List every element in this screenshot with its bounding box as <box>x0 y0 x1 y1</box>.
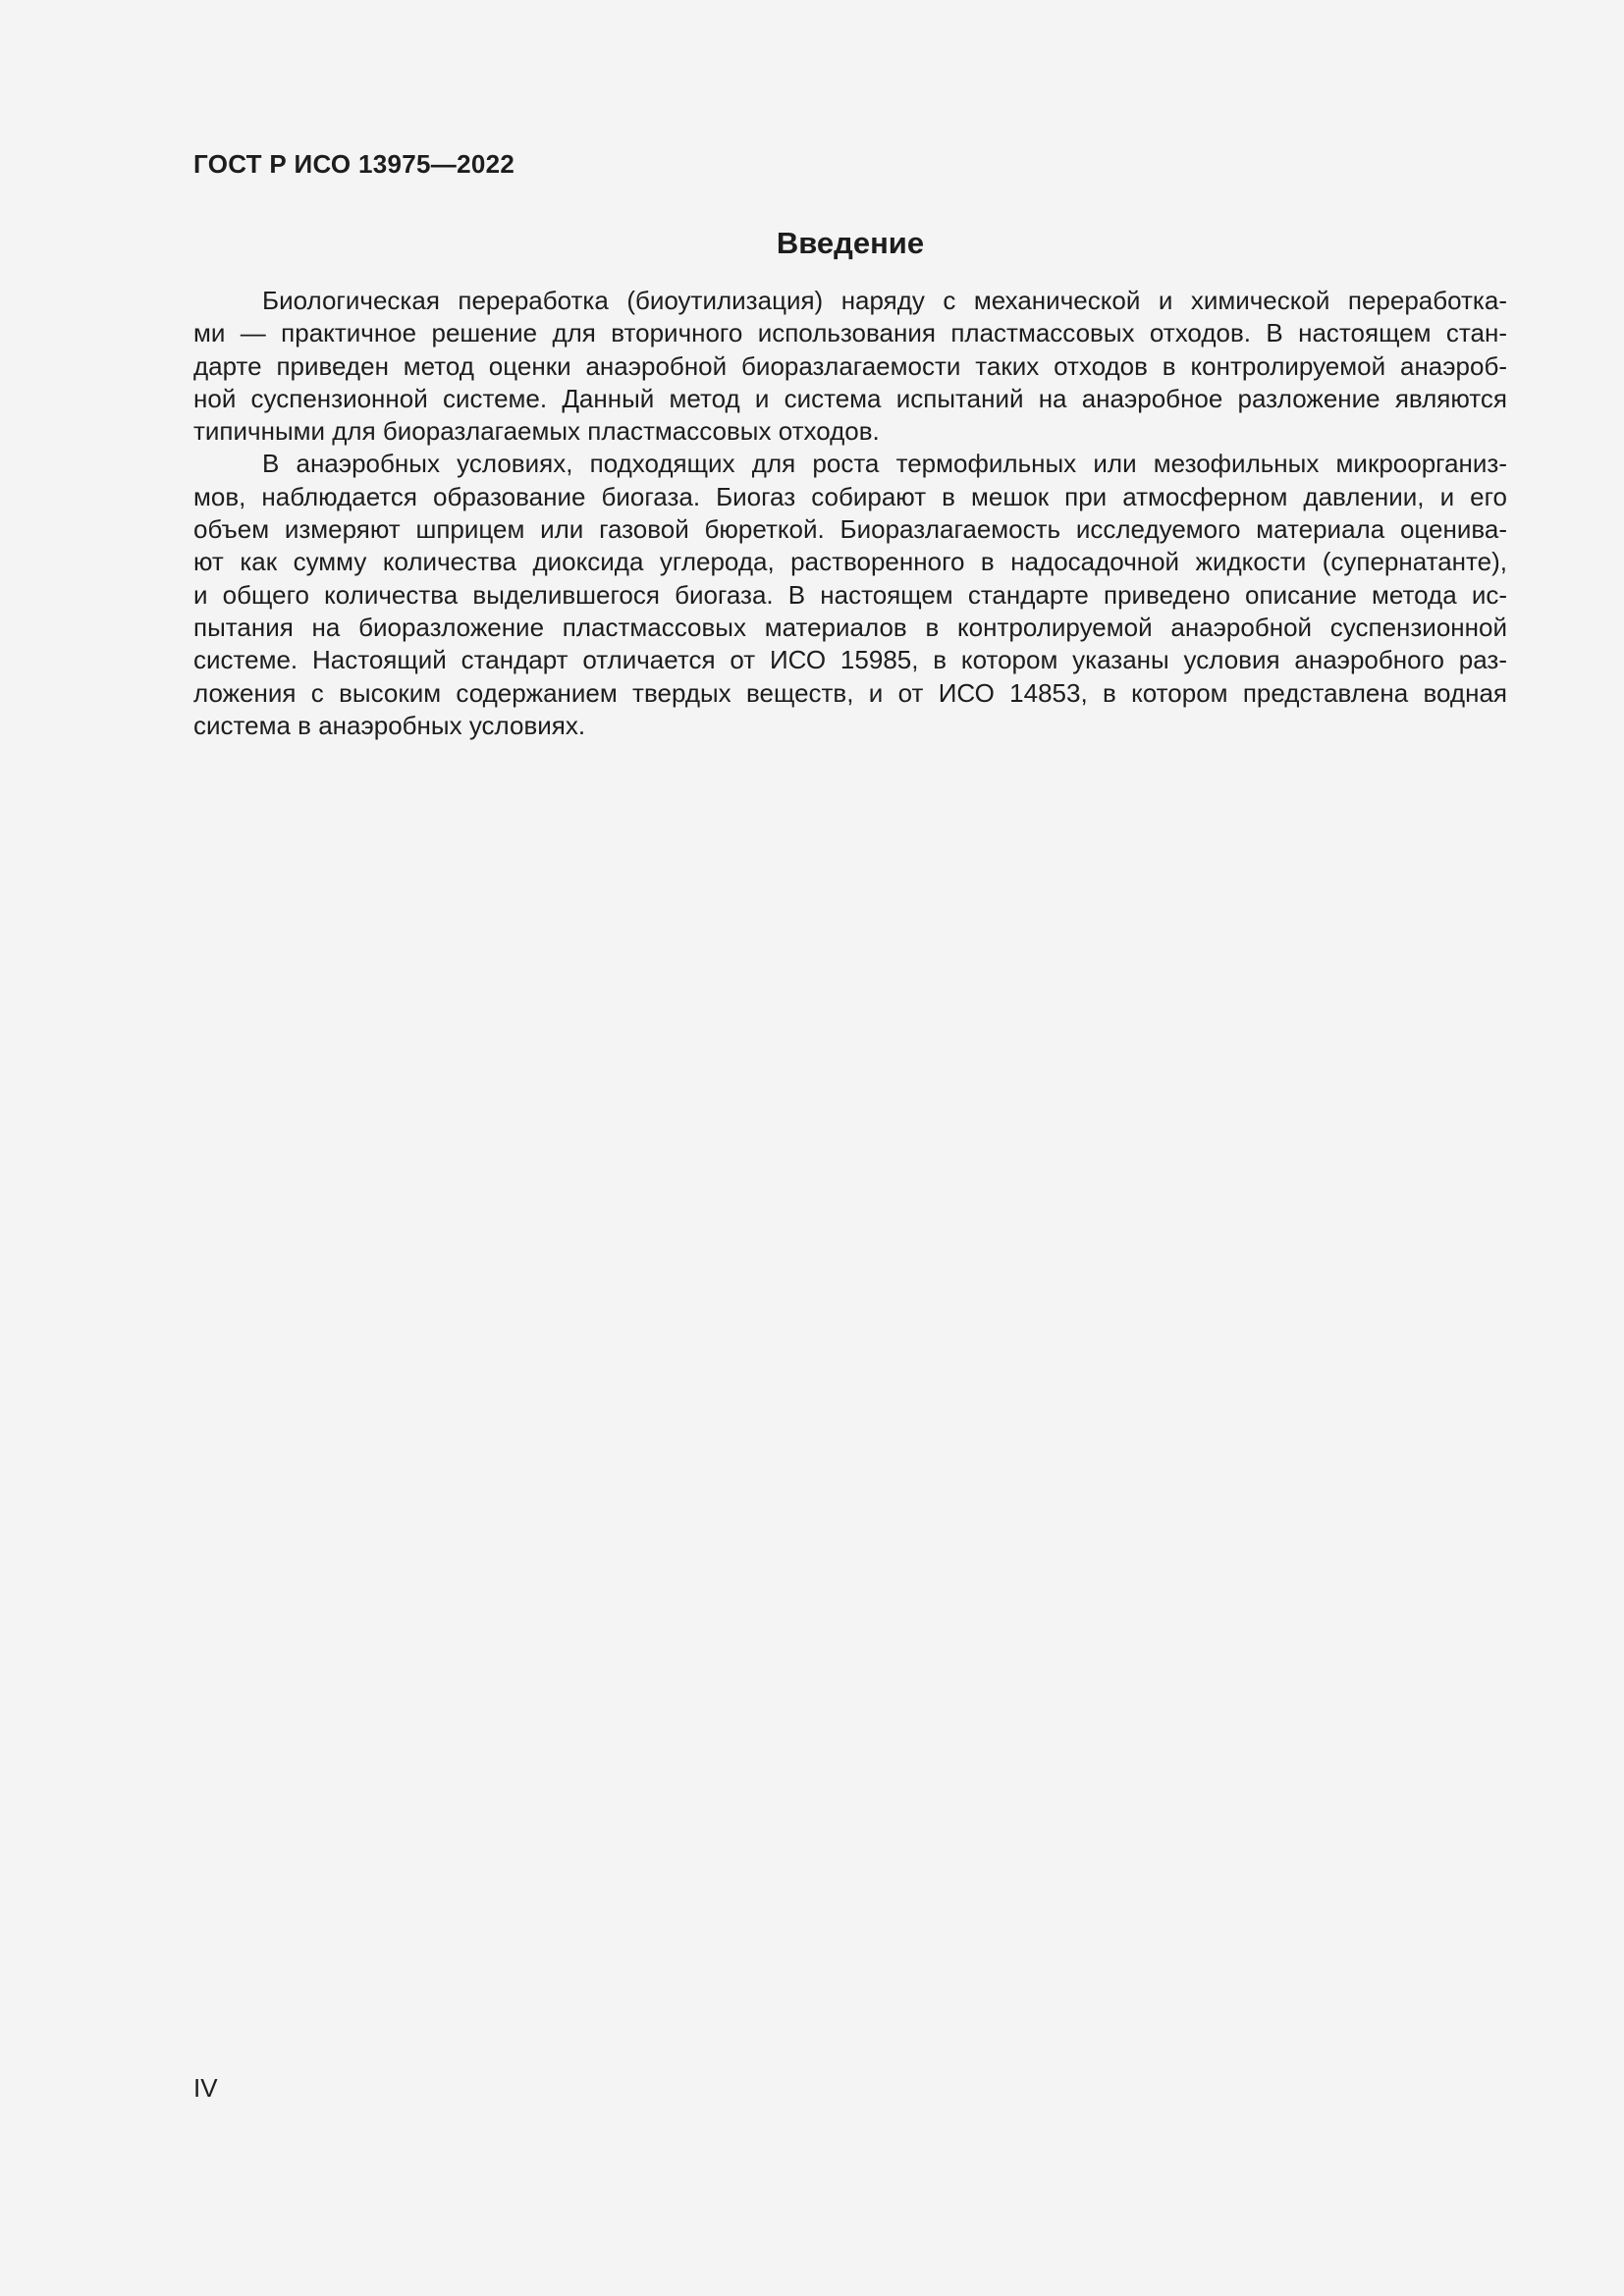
document-header: ГОСТ Р ИСО 13975—2022 <box>193 149 515 179</box>
text-line: мов, наблюдается образование биогаза. Биогаз собирают в мешок при атмосферном давлении, и его <box>193 481 1507 511</box>
text-line: В анаэробных условиях, подходящих для роста термофильных или мезофильных микроорганиз- <box>262 449 1507 479</box>
text-line: ми — практичное решение для вторичного использования пластмассовых отходов. В настоящем стан- <box>193 318 1507 348</box>
text-line: и общего количества выделившегося биогаза. В настоящем стандарте приведено описание метода ис- <box>193 579 1507 610</box>
text-line: системе. Настоящий стандарт отличается от ИСО 15985, в котором указаны условия анаэробного раз- <box>193 645 1507 675</box>
paragraph-intro-1 <box>193 285 1507 448</box>
text-line: ложения с высоким содержанием твердых веществ, и от ИСО 14853, в котором представлена водная <box>193 677 1507 708</box>
paragraph-intro-2 <box>193 448 1507 742</box>
page-number: IV <box>193 2073 218 2103</box>
text-line: типичными для биоразлагаемых пластмассовых отходов. <box>193 416 880 447</box>
section-title: Введение <box>776 226 925 260</box>
text-line: дарте приведен метод оценки анаэробной биоразлагаемости таких отходов в контролируемой анаэроб- <box>193 350 1507 381</box>
text-line: объем измеряют шприцем или газовой бюреткой. Биоразлагаемость исследуемого материала оценива- <box>193 514 1507 545</box>
document-body <box>193 285 1507 742</box>
text-line: пытания на биоразложение пластмассовых материалов в контролируемой анаэробной суспензионной <box>193 612 1507 642</box>
text-line: ют как сумму количества диоксида углерода, растворенного в надосадочной жидкости (супернатанте), <box>193 547 1507 577</box>
text-line: система в анаэробных условиях. <box>193 710 586 740</box>
text-line: ной суспензионной системе. Данный метод и система испытаний на анаэробное разложение являются <box>193 383 1507 413</box>
text-line: Биологическая переработка (биоутилизация) наряду с механической и химической переработка- <box>262 286 1507 315</box>
